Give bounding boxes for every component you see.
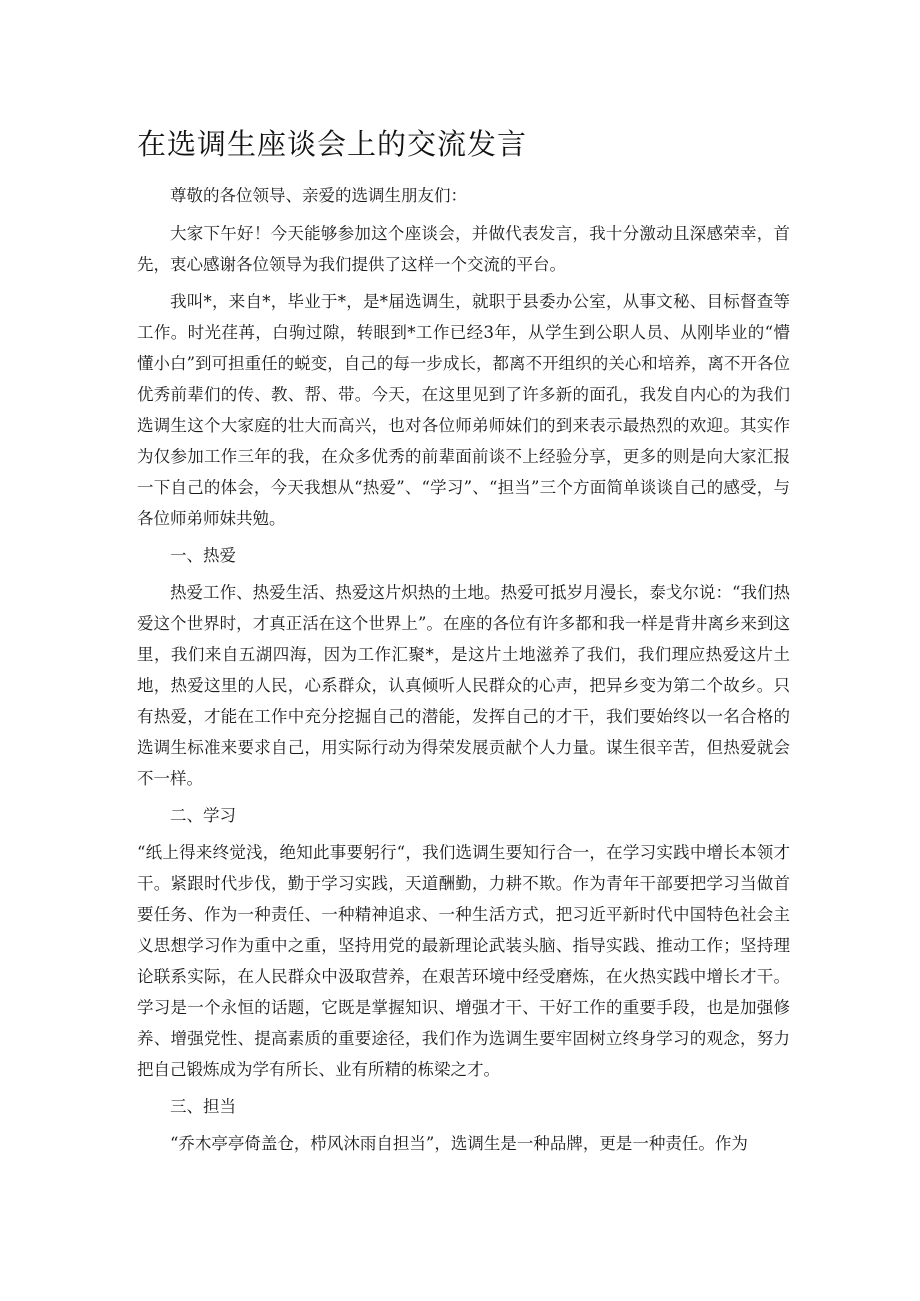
document-body <box>137 180 790 1159</box>
paragraph-introduction: 我叫*，来自*，毕业于*，是*届选调生，就职于县委办公室，从事文秘、目标督查等工作。时光荏苒，白驹过隙，转眼到*工作已经3年，从学生到公职人员、从刚毕业的“懵懂小白”到可担重任的蜕变，自己的每一步成长，都离不开组织的关心和培养，离不开各位优秀前辈们的传、教、帮、带。今天，在这里见到了许多新的面孔，我发自内心的为我们选调生这个大家庭的壮大而高兴，也对各位师弟师妹们的到来表示最热烈的欢迎。其实作为仅参加工作三年的我，在众多优秀的前辈面前谈不上经验分享，更多的则是向大家汇报一下自己的体会，今天我想从“热爱”、“学习”、“担当”三个方面简单谈谈自己的感受，与各位师弟师妹共勉。 <box>137 292 790 528</box>
section-heading-love: 一、热爱 <box>170 546 236 565</box>
salutation: 尊敬的各位领导、亲爱的选调生朋友们： <box>170 186 467 205</box>
section-heading-responsibility: 三、担当 <box>170 1097 236 1116</box>
section-text-study: “纸上得来终觉浅，绝知此事要躬行“，我们选调生要知行合一，在学习实践中增长本领才干。紧跟时代步伐，勤于学习实践，天道酬勤，力耕不欺。作为青年干部要把学习当做首要任务、作为一种责任、一种精神追求、一种生活方式，把习近平新时代中国特色社会主义思想学习作为重中之重，坚持用党的最新理论武装头脑、指导实践、推动工作；坚持理论联系实际，在人民群众中汲取营养，在艰苦环境中经受磨炼，在火热实践中增长才干。学习是一个永恒的话题，它既是掌握知识、增强才干、干好工作的重要手段，也是加强修养、增强党性、提高素质的重要途径，我们作为选调生要牢固树立终身学习的观念，努力把自己锻炼成为学有所长、业有所精的栋梁之才。 <box>137 843 790 1079</box>
section-text-responsibility: “乔木亭亭倚盖仓，栉风沐雨自担当”，选调生是一种品牌，更是一种责任。作为 <box>170 1134 748 1153</box>
section-text-love: 热爱工作、热爱生活、热爱这片炽热的土地。热爱可抵岁月漫长，泰戈尔说：“我们热爱这个世界时，才真正活在这个世界上”。在座的各位有许多都和我一样是背井离乡来到这里，我们来自五湖四海，因为工作汇聚*，是这片土地滋养了我们，我们理应热爱这片土地，热爱这里的人民，心系群众，认真倾听人民群众的心声，把异乡变为第二个故乡。只有热爱，才能在工作中充分挖掘自己的潜能，发挥自己的才干，我们要始终以一名合格的选调生标准来要求自己，用实际行动为得荣发展贡献个人力量。谋生很辛苦，但热爱就会不一样。 <box>137 583 790 788</box>
document-title: 在选调生座谈会上的交流发言 <box>137 127 528 161</box>
section-heading-study: 二、学习 <box>170 806 236 825</box>
paragraph-greeting: 大家下午好！今天能够参加这个座谈会，并做代表发言，我十分激动且深感荣幸，首先，衷心感谢各位领导为我们提供了这样一个交流的平台。 <box>137 224 790 274</box>
